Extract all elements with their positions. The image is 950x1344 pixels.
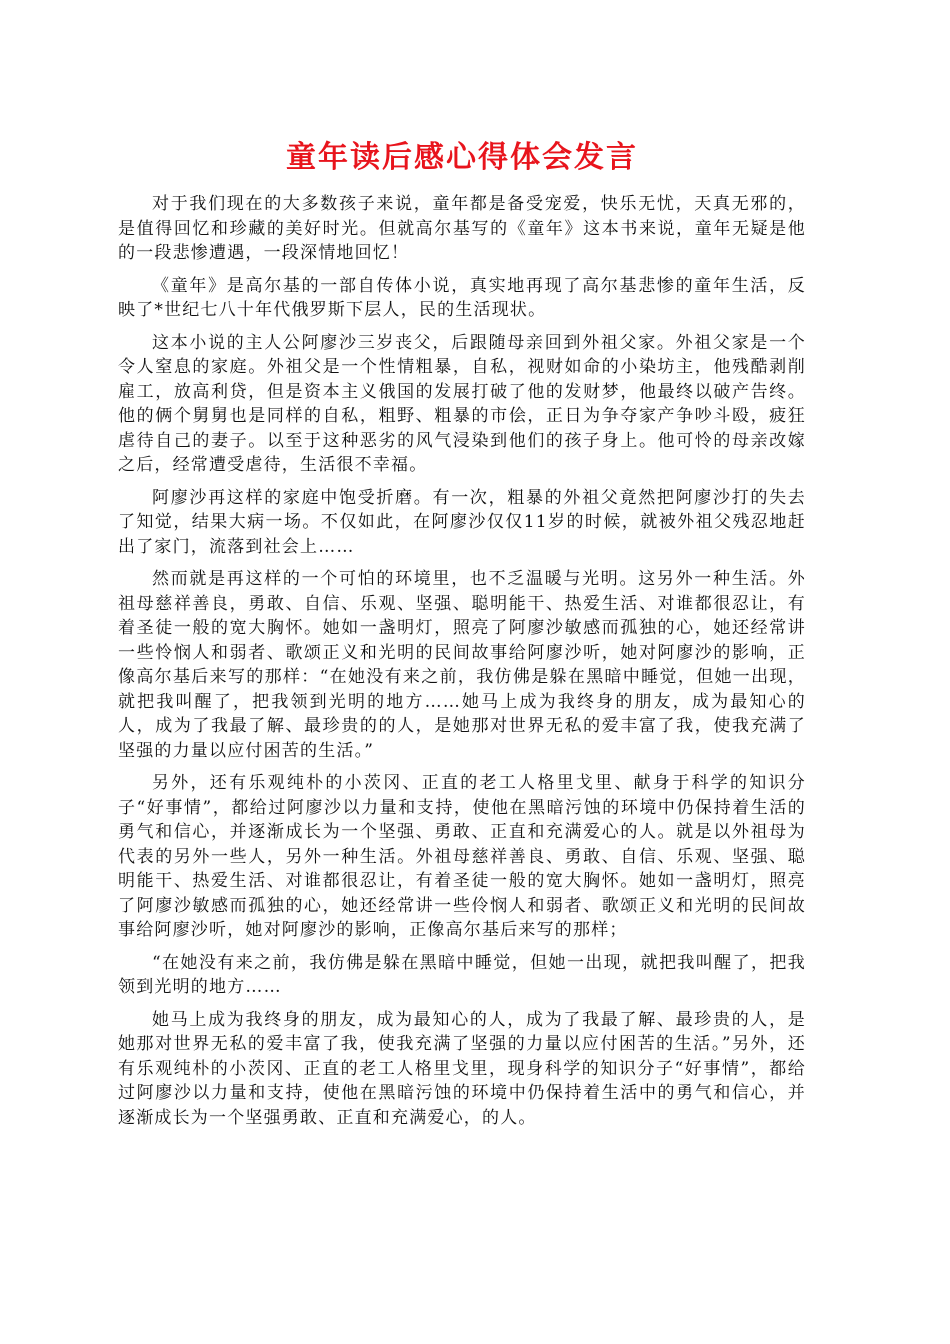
paragraph: 她马上成为我终身的朋友，成为最知心的人，成为了我最了解、最珍贵的人，是她那对世界无私的爱丰富了我，使我充满了坚强的力量以应付困苦的生活。”另外，还有乐观纯朴的小茨冈、正直的老工人格里戈里，现身科学的知识分子“好事情”，都给过阿廖沙以力量和支持，使他在黑暗污蚀的环境中仍保持着生活中的勇气和信心，并逐渐成长为一个坚强勇敢、正直和充满爱心，的人。 xyxy=(118,1009,806,1128)
paragraph: 对于我们现在的大多数孩子来说，童年都是备受宠爱，快乐无忧，天真无邪的，是值得回忆和珍藏的美好时光。但就高尔基写的《童年》这本书来说，童年无疑是他的一段悲惨遭遇，一段深情地回忆！ xyxy=(118,194,806,263)
paragraph: 《童年》是高尔基的一部自传体小说，真实地再现了高尔基悲惨的童年生活，反映了*世纪七八十年代俄罗斯下层人，民的生活现状。 xyxy=(118,275,806,320)
document-page xyxy=(118,138,806,1138)
document-title: 童年读后感心得体会发言 xyxy=(286,140,638,175)
paragraph: “在她没有来之前，我仿佛是躲在黑暗中睡觉，但她一出现，就把我叫醒了，把我领到光明的地方…… xyxy=(118,952,806,997)
paragraph: 阿廖沙再这样的家庭中饱受折磨。有一次，粗暴的外祖父竟然把阿廖沙打的失去了知觉，结果大病一场。不仅如此，在阿廖沙仅仅11岁的时候，就被外祖父残忍地赶出了家门，流落到社会上…… xyxy=(118,487,806,557)
paragraph: 然而就是再这样的一个可怕的环境里，也不乏温暖与光明。这另外一种生活。外祖母慈祥善良，勇敢、自信、乐观、坚强、聪明能干、热爱生活、对谁都很忍让，有着圣徒一般的宽大胸怀。她如一盏明灯，照亮了阿廖沙敏感而孤独的心，她还经常讲一些怜悯人和弱者、歌颂正义和光明的民间故事给阿廖沙听，她对阿廖沙的影响，正像高尔基后来写的那样：“在她没有来之前，我仿佛是躲在黑暗中睡觉，但她一出现，就把我叫醒了，把我领到光明的地方……她马上成为我终身的朋友，成为最知心的人，成为了我最了解、最珍贵的的人，是她那对世界无私的爱丰富了我，使我充满了坚强的力量以应付困苦的生活。” xyxy=(118,569,806,761)
paragraph: 另外，还有乐观纯朴的小茨冈、正直的老工人格里戈里、献身于科学的知识分子“好事情”，都给过阿廖沙以力量和支持，使他在黑暗污蚀的环境中仍保持着生活的勇气和信心，并逐渐成长为一个坚强、勇敢、正直和充满爱心的人。就是以外祖母为代表的另外一些人，另外一种生活。外祖母慈祥善良、勇敢、自信、乐观、坚强、聪明能干、热爱生活、对谁都很忍让，有着圣徒一般的宽大胸怀。她如一盏明灯，照亮了阿廖沙敏感而孤独的心，她还经常讲一些伶悯人和弱者、歌颂正义和光明的民间故事给阿廖沙听，她对阿廖沙的影响，正像高尔基后来写的那样； xyxy=(118,773,806,940)
paragraph: 这本小说的主人公阿廖沙三岁丧父，后跟随母亲回到外祖父家。外祖父家是一个令人窒息的家庭。外祖父是一个性情粗暴，自私，视财如命的小染坊主，他残酷剥削雇工，放高利贷，但是资本主义俄国的发展打破了他的发财梦，他最终以破产告终。他的俩个舅舅也是同样的自私，粗野、粗暴的市侩，正日为争夺家产争吵斗殴，疲狂虐待自己的妻子。以至于这种恶劣的风气浸染到他们的孩子身上。他可怜的母亲改嫁之后，经常遭受虐待，生活很不幸福。 xyxy=(118,332,806,475)
